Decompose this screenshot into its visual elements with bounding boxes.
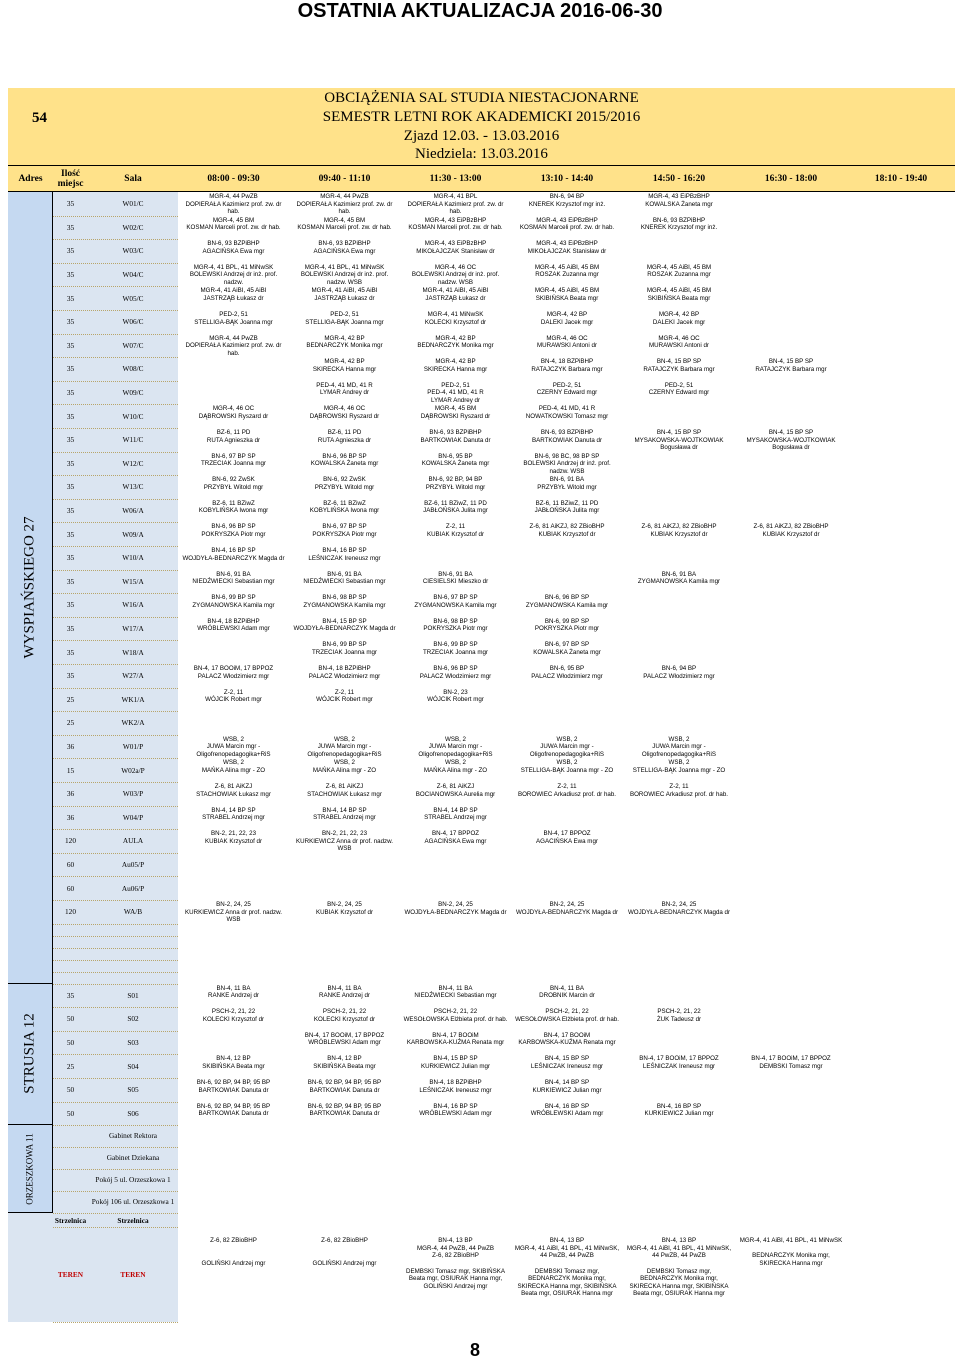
- class-entry[interactable]: BN-2, 21, 22, 23 KUBIAK Krzysztof dr: [204, 830, 263, 845]
- class-entry[interactable]: WSB, 2 JUWA Marcin mgr - Oligofrenopedagogika+RiS: [418, 735, 493, 758]
- class-entry[interactable]: MGR-4, 42 BP BEDNARCZYK Monika mgr: [306, 334, 383, 350]
- class-entry[interactable]: BN-6, 93 BZPiBHP AGACIŃSKA Ewa mgr: [313, 240, 376, 255]
- class-entry[interactable]: PED-2, 51 STELLIGA-BĄK Joanna mgr: [305, 311, 384, 326]
- room-name: [88, 924, 178, 936]
- room-name: W13/C: [122, 482, 144, 492]
- class-entry[interactable]: BN-6, 93 BZPiBHP BARTKOWIAK Danuta dr: [420, 429, 491, 444]
- room-capacity: 36: [66, 789, 75, 799]
- class-entry[interactable]: BN-2, 24, 25 WOJDYŁA-BEDNARCZYK Magda dr: [627, 901, 731, 916]
- class-entry[interactable]: BN-4, 17 BPPOŻ AGACIŃSKA Ewa mgr: [536, 830, 598, 845]
- room-capacity: [53, 924, 88, 936]
- room-capacity: 15: [66, 765, 75, 775]
- class-entry[interactable]: MGR-4, 46 OC DĄBROWSKI Ryszard dr: [198, 405, 269, 420]
- room-name: S05: [127, 1085, 139, 1095]
- column-header: 16:30 - 18:00: [735, 165, 847, 192]
- column-header: 13:10 - 14:40: [511, 165, 623, 192]
- class-entry[interactable]: BN-2, 24, 25 KURKIEWICZ Anna dr prof. nadzw. WSB: [185, 901, 282, 924]
- header-block: [8, 88, 955, 165]
- class-entry[interactable]: BN-4, 16 BP SP LEŚNICZAK Ireneusz mgr: [308, 547, 381, 562]
- class-entry[interactable]: Z-2, 11 WÓJCIK Robert mgr: [316, 688, 373, 704]
- class-entry[interactable]: MGR-4, 42 BP BEDNARCZYK Monika mgr: [417, 334, 494, 350]
- class-entry[interactable]: BN-6, 97 BP SP POKRYSZKA Piotr mgr: [312, 523, 377, 538]
- class-entry[interactable]: MGR-4, 45 BM KOSMAN Marceli prof. zw. dr hab.: [297, 216, 392, 232]
- class-entry[interactable]: Z-2, 11 BOROWIEC Arkadiusz prof. dr hab.: [629, 783, 728, 798]
- class-entry[interactable]: BN-4, 17 BOOiM KARBOWSKA-KUŹMA Renata mgr: [406, 1031, 505, 1047]
- column-header: 18:10 - 19:40: [847, 165, 955, 192]
- room-name: [88, 936, 178, 948]
- room-name: W06/A: [122, 506, 144, 516]
- class-entry[interactable]: MGR-4, 46 OC DĄBROWSKI Ryszard dr: [309, 405, 380, 420]
- class-entry[interactable]: MGR-4, 43 EiPBzBHP KOSMAN Marceli prof. zw. dr hab.: [519, 216, 615, 232]
- class-entry[interactable]: MGR-4, 46 OC BOLEWSKI Andrzej dr inż. prof. nadzw. WSB: [411, 263, 500, 286]
- class-entry[interactable]: BN-6, 92 ZwSK PRZYBYŁ Witold mgr: [203, 476, 264, 491]
- class-entry[interactable]: MGR-4, 42 BP DALEKI Jacek mgr: [540, 311, 594, 326]
- class-entry[interactable]: BN-4, 17 BPPOŻ AGACIŃSKA Ewa mgr: [424, 830, 487, 845]
- class-entry[interactable]: WSB, 2 MAŃKA Alina mgr - ZO: [312, 759, 377, 774]
- class-entry[interactable]: BN-4, 15 BP SP RATAJCZYK Barbara mgr: [755, 358, 827, 373]
- room-capacity: 35: [66, 553, 75, 563]
- class-entry[interactable]: BN-4, 15 BP SP MYSAKOWSKA-WOJTKOWIAK Bogusława dr: [634, 429, 724, 452]
- room-capacity: 35: [66, 458, 75, 468]
- title-line-2: SEMESTR LETNI ROK AKADEMICKI 2015/2016: [322, 109, 641, 125]
- sheet-number: 54: [32, 110, 47, 126]
- room-name: Pokój 5 ul. Orzeszkowa 1: [95, 1175, 171, 1185]
- class-entry[interactable]: BN-4, 11 BA NIEDŹWIECKI Sebastian mgr: [414, 984, 497, 1000]
- room-name: [88, 960, 178, 972]
- room-capacity: 35: [66, 600, 75, 610]
- class-entry[interactable]: PSCH-2, 21, 22 KOLECKI Krzysztof dr: [202, 1008, 265, 1023]
- room-name: AULA: [122, 836, 144, 846]
- class-entry[interactable]: MGR-4, 42 BP SKIRECKA Hanna mgr: [312, 358, 377, 373]
- room-capacity: 35: [66, 624, 75, 634]
- class-entry[interactable]: MGR-4, 43 EiPBzBHP MIKOŁAJCZAK Stanisław dr: [416, 240, 495, 255]
- room-name: Gabinet Dziekana: [106, 1153, 160, 1163]
- column-header: Sala: [88, 165, 178, 192]
- class-entry[interactable]: BN-4, 14 BP SP STRABEL Andrzej mgr: [202, 806, 265, 822]
- room-name: W09/C: [122, 388, 144, 398]
- class-entry[interactable]: BN-6, 93 BZPiBHP BARTKOWIAK Danuta dr: [531, 429, 603, 444]
- class-entry[interactable]: BN-6, 91 BA PRZYBYŁ Witold mgr: [537, 476, 597, 491]
- class-entry[interactable]: BZ-6, 11 BZiwŻ, 11 PD JABŁOŃSKA Julita mgr: [534, 499, 600, 515]
- title-line-1: OBCIĄŻENIA SAL STUDIA NIESTACJONARNE: [324, 90, 639, 106]
- room-capacity: 35: [66, 222, 75, 232]
- class-entry[interactable]: Z-6, 81 AiKZJ STACHOWIAK Łukasz mgr: [196, 783, 271, 798]
- column-header: 08:00 - 09:30: [178, 165, 289, 192]
- class-entry[interactable]: BN-6, 96 BP SP POKRYSZKA Piotr mgr: [201, 523, 266, 538]
- room-name: W02/C: [122, 222, 144, 232]
- room-name: W03/P: [122, 789, 144, 799]
- class-entry[interactable]: BN-2, 21, 22, 23 KURKIEWICZ Anna dr prof. nadzw. WSB: [296, 830, 393, 853]
- room-name: W18/A: [122, 647, 144, 657]
- class-entry[interactable]: PED-4, 41 MD, 41 R LYMAR Andrey dr: [316, 381, 373, 397]
- room-capacity: [53, 936, 88, 948]
- class-entry[interactable]: BN-4, 18 BZPiBHP PALACZ Włodzimierz mgr: [308, 665, 381, 680]
- class-entry[interactable]: BN-2, 24, 25 WOJDYŁA-BEDNARCZYK Magda dr: [515, 901, 619, 916]
- class-entry[interactable]: BN-6, 95 BP PALACZ Włodzimierz mgr: [531, 665, 603, 680]
- class-entry[interactable]: WSB, 2 JUWA Marcin mgr - Oligofrenopedagogika+RiS: [529, 735, 605, 758]
- room-name: [88, 948, 178, 960]
- room-capacity: 35: [66, 990, 75, 1000]
- class-entry[interactable]: BN-6, 92 BP, 94 BP PRZYBYŁ Witold mgr: [425, 476, 486, 491]
- class-entry[interactable]: BN-6, 92 BP, 94 BP, 95 BP BARTKOWIAK Danuta dr: [307, 1079, 382, 1094]
- class-entry[interactable]: Z-2, 11 BOROWIEC Arkadiusz prof. dr hab.: [517, 783, 616, 798]
- room-name: S02: [127, 1014, 139, 1024]
- room-capacity: 35: [66, 411, 75, 421]
- class-entry[interactable]: BN-4, 18 BZPiBHP RATAJCZYK Barbara mgr: [531, 358, 603, 373]
- class-entry[interactable]: MGR-4, 44 PwZB DOPIERAŁA Kazimierz prof. zw. dr hab.: [185, 193, 282, 216]
- class-entry[interactable]: BZ-6, 11 PD RUTA Agnieszka dr: [206, 429, 261, 444]
- class-entry[interactable]: Z-6, 81 AiKZJ, 82 ZBioBHP KUBIAK Krzysztof dr: [641, 523, 717, 538]
- room-name: W27/A: [122, 671, 144, 681]
- room-capacity: 35: [66, 671, 75, 681]
- room-name: W11/C: [122, 435, 144, 445]
- class-entry[interactable]: BN-4, 14 BP SP STRABEL Andrzej mgr: [424, 806, 487, 822]
- class-entry[interactable]: BN-6, 91 BA ZYGMANOWSKA Kamila mgr: [637, 570, 721, 586]
- field-class-entry[interactable]: BN-4, 13 BP MGR-4, 41 AiBI, 41 BPL, 41 MiNwSK, 44 PwZB, 44 PwZB DEMBSKI Tomasz mgr, BEDNARCZYK Monika mgr, SKIRECKA Hanna mgr, SKIBIŃSKA Beata mgr, OSIURAK Hanna mgr: [514, 1237, 620, 1298]
- room-capacity: 35: [66, 647, 75, 657]
- room-name: S03: [127, 1038, 139, 1048]
- class-entry[interactable]: BN-4, 16 BP SP WRÓBLEWSKI Adam mgr: [530, 1102, 604, 1118]
- room-name: WK1/A: [121, 694, 145, 704]
- class-entry[interactable]: MGR-4, 41 BPL, 41 MiNwSK BOLEWSKI Andrzej dr inż. prof. nadzw. WSB: [300, 263, 389, 286]
- room-capacity: 35: [66, 340, 75, 350]
- field-class-entry[interactable]: BN-4, 13 BP MGR-4, 41 AiBI, 41 BPL, 41 MiNwSK, 44 PwZB, 44 PwZB DEMBSKI Tomasz mgr, BEDNARCZYK Monika mgr, SKIRECKA Hanna mgr, SKIBIŃSKA Beata mgr, OSIURAK Hanna mgr: [626, 1237, 732, 1298]
- room-capacity: 35: [66, 576, 75, 586]
- room-name: W04/C: [122, 270, 144, 280]
- class-entry[interactable]: BN-6, 94 BP KNEREK Krzysztof mgr inż.: [528, 193, 606, 208]
- class-entry[interactable]: BN-6, 91 BA NIEDŹWIECKI Sebastian mgr: [303, 570, 386, 586]
- column-header: Ilość miejsc: [53, 165, 88, 192]
- class-entry[interactable]: PSCH-2, 21, 22 WESOŁOWSKA Elżbieta prof. dr hab.: [515, 1008, 619, 1023]
- class-entry[interactable]: BN-6, 97 BP SP TRZECIAK Joanna mgr: [201, 452, 266, 468]
- room-name: W07/C: [122, 340, 144, 350]
- class-entry[interactable]: BN-4, 17 BOOiM KARBOWSKA-KUŹMA Renata mgr: [518, 1031, 616, 1047]
- field-class-entry[interactable]: BN-4, 13 BP MGR-4, 44 PwZB, 44 PwZB Z-6, 82 ZBioBHP DEMBSKI Tomasz mgr, SKIBIŃSKA Beata mgr, OSIURAK Hanna mgr, GOLIŃSKI Andrzej mgr: [406, 1237, 505, 1290]
- title-line-3: Zjazd 12.03. - 13.03.2016: [403, 128, 560, 144]
- class-entry[interactable]: BN-4, 17 BOOiM, 17 BPPOŻ LEŚNICZAK Ireneusz mgr: [639, 1055, 719, 1070]
- room-name: W01/P: [122, 742, 144, 752]
- room-name: WK2/A: [121, 718, 145, 728]
- class-entry[interactable]: MGR-4, 41 AiBI, 45 AiBI JASTRZĄB Łukasz dr: [422, 287, 489, 302]
- class-entry[interactable]: BN-4, 18 BZPiBHP WRÓBLEWSKI Adam mgr: [197, 617, 270, 633]
- column-header: 11:30 - 13:00: [400, 165, 511, 192]
- class-entry[interactable]: BN-4, 14 BP SP KURKIEWICZ Julian mgr: [532, 1079, 602, 1094]
- class-entry[interactable]: BN-6, 97 BP SP KOWALSKA Żaneta mgr: [533, 641, 601, 656]
- room-capacity: 35: [66, 364, 75, 374]
- room-name: W05/C: [122, 293, 144, 303]
- room-name: W15/A: [122, 576, 144, 586]
- building-label: [8, 984, 53, 1126]
- class-entry[interactable]: BN-4, 16 BP SP KURKIEWICZ Julian mgr: [644, 1102, 714, 1118]
- class-entry[interactable]: Z-6, 81 AiKZJ BOCIANOWSKA Aurelia mgr: [415, 783, 496, 798]
- room-name: W10/C: [122, 411, 144, 421]
- room-capacity: 50: [66, 1038, 75, 1048]
- class-entry[interactable]: BN-4, 17 BOOiM, 17 BPPOŻ WRÓBLEWSKI Adam mgr: [304, 1031, 385, 1047]
- class-entry[interactable]: BN-4, 12 BP SKIBIŃSKA Beata mgr: [313, 1055, 376, 1070]
- room-capacity: 35: [66, 246, 75, 256]
- class-entry[interactable]: BN-6, 94 BP PALACZ Włodzimierz mgr: [643, 665, 715, 680]
- room-capacity: 35: [66, 482, 75, 492]
- class-entry[interactable]: Z-6, 81 AiKZJ, 82 ZBioBHP KUBIAK Krzysztof dr: [753, 523, 829, 538]
- class-entry[interactable]: BN-4, 14 BP SP STRABEL Andrzej mgr: [313, 806, 376, 822]
- class-entry[interactable]: BN-2, 24, 25 WOJDYŁA-BEDNARCZYK Magda dr: [404, 901, 507, 916]
- class-entry[interactable]: MGR-4, 44 PwZB DOPIERAŁA Kazimierz prof. zw. dr hab.: [296, 193, 393, 216]
- room-name: Strzelnica: [117, 1215, 149, 1225]
- class-entry[interactable]: BN-6, 97 BP SP ZYGMANOWSKA Kamila mgr: [414, 594, 497, 609]
- class-entry[interactable]: WSB, 2 JUWA Marcin mgr - Oligofrenopedagogika+RiS: [641, 735, 717, 758]
- class-entry[interactable]: BN-4, 11 BA DROBNIK Marcin dr: [539, 984, 595, 1000]
- class-entry[interactable]: BZ-6, 11 BZiwŻ, 11 PD JABŁOŃSKA Julita mgr: [423, 499, 488, 515]
- class-entry[interactable]: BN-6, 92 ZwSK PRZYBYŁ Witold mgr: [314, 476, 375, 491]
- room-capacity: [53, 1147, 88, 1169]
- room-capacity: [53, 1169, 88, 1191]
- update-banner: OSTATNIA AKTUALIZACJA 2016-06-30: [297, 0, 663, 22]
- room-name: Au05/P: [121, 860, 145, 870]
- room-capacity: 50: [66, 1108, 75, 1118]
- class-entry[interactable]: BN-2, 24, 25 KUBIAK Krzysztof dr: [315, 901, 374, 916]
- class-entry[interactable]: BN-4, 15 BP SP KURKIEWICZ Julian mgr: [420, 1055, 491, 1070]
- class-entry[interactable]: PSCH-2, 21, 22 WESOŁOWSKA Elżbieta prof. dr hab.: [403, 1008, 508, 1023]
- room-capacity: 25: [66, 694, 75, 704]
- class-entry[interactable]: MGR-4, 41 AiBI, 45 AiBI JASTRZĄB Łukasz dr: [311, 287, 378, 302]
- room-capacity: [53, 972, 88, 984]
- class-entry[interactable]: WSB, 2 MAŃKA Alina mgr - ZO: [201, 759, 266, 774]
- class-entry[interactable]: BN-6, 99 BP SP TRZECIAK Joanna mgr: [423, 641, 488, 656]
- class-entry[interactable]: BN-4, 15 BP SP LEŚNICZAK Ireneusz mgr: [530, 1055, 604, 1070]
- class-entry[interactable]: MGR-4, 41 BPL, 41 MiNwSK BOLEWSKI Andrzej dr inż. prof. nadzw.: [189, 263, 278, 286]
- class-entry[interactable]: MGR-4, 42 BP DALEKI Jacek mgr: [652, 311, 706, 326]
- class-entry[interactable]: MGR-4, 41 AiBI, 45 AiBI JASTRZĄB Łukasz dr: [200, 287, 267, 302]
- class-entry[interactable]: BN-6, 93 BZPiBHP KNEREK Krzysztof mgr inż.: [640, 216, 718, 232]
- class-entry[interactable]: PSCH-2, 21, 22 KOLECKI Krzysztof dr: [313, 1008, 376, 1023]
- room-name: WA/B: [123, 907, 143, 917]
- room-capacity: 25: [66, 718, 75, 728]
- class-entry[interactable]: BN-6, 99 BP SP TRZECIAK Joanna mgr: [312, 641, 377, 656]
- class-entry[interactable]: BN-4, 16 BP SP WRÓBLEWSKI Adam mgr: [419, 1102, 492, 1118]
- room-name: W16/A: [122, 600, 144, 610]
- class-entry[interactable]: BN-4, 15 BP SP MYSAKOWSKA-WOJTKOWIAK Bogusława dr: [746, 429, 836, 452]
- room-name: W08/C: [122, 364, 144, 374]
- class-entry[interactable]: MGR-4, 43 EiPBzBHP MIKOŁAJCZAK Stanisław dr: [527, 240, 607, 255]
- class-entry[interactable]: MGR-4, 45 AiBI, 45 BM SKIBIŃSKA Beata mgr: [646, 287, 712, 302]
- column-header: 09:40 - 11:10: [289, 165, 400, 192]
- class-entry[interactable]: BN-4, 18 BZPiBHP LEŚNICZAK Ireneusz mgr: [419, 1079, 492, 1094]
- room-name: W01/C: [122, 199, 144, 209]
- room-capacity: 35: [66, 506, 75, 516]
- class-entry[interactable]: BN-6, 91 BA NIEDŹWIECKI Sebastian mgr: [192, 570, 275, 586]
- class-entry[interactable]: WSB, 2 STELLIGA-BĄK Joanna mgr - ZO: [520, 759, 614, 774]
- class-entry[interactable]: WSB, 2 JUWA Marcin mgr - Oligofrenopedagogika+RiS: [307, 735, 382, 758]
- room-capacity: 35: [66, 199, 75, 209]
- class-entry[interactable]: BN-6, 98 BC, 98 BP SP BOLEWSKI Andrzej dr inż. prof. nadzw. WSB: [523, 452, 611, 475]
- class-entry[interactable]: PED-2, 51 CZERNY Edward mgr: [536, 381, 598, 397]
- room-name: S06: [127, 1108, 139, 1118]
- class-entry[interactable]: MGR-4, 44 PwZB DOPIERAŁA Kazimierz prof. zw. dr hab.: [185, 334, 282, 357]
- room-name: W02a/P: [121, 765, 145, 775]
- room-capacity: 35: [66, 293, 75, 303]
- class-entry[interactable]: BN-6, 99 BP SP ZYGMANOWSKA Kamila mgr: [192, 594, 275, 609]
- class-entry[interactable]: PED-2, 51 CZERNY Edward mgr: [648, 381, 710, 397]
- class-entry[interactable]: WSB, 2 STELLIGA-BĄK Joanna mgr - ZO: [632, 759, 726, 774]
- class-entry[interactable]: MGR-4, 45 BM KOSMAN Marceli prof. zw. dr hab.: [186, 216, 281, 232]
- class-entry[interactable]: BN-6, 99 BP SP POKRYSZKA Piotr mgr: [534, 617, 600, 633]
- class-entry[interactable]: MGR-4, 45 AiBI, 45 BM SKIBIŃSKA Beata mgr: [534, 287, 600, 302]
- room-capacity: 50: [66, 1085, 75, 1095]
- room-capacity: [53, 1125, 88, 1147]
- field-class-entry[interactable]: MGR-4, 41 AiBI, 41 BPL, 41 MiNwSK BEDNARCZYK Monika mgr, SKIRECKA Hanna mgr: [739, 1237, 843, 1267]
- room-capacity: 35: [66, 317, 75, 327]
- class-entry[interactable]: BZ-6, 11 PD RUTA Agnieszka dr: [317, 429, 372, 444]
- room-capacity: 36: [66, 742, 75, 752]
- room-capacity: 36: [66, 812, 75, 822]
- column-header: 14:50 - 16:20: [623, 165, 735, 192]
- class-entry[interactable]: BN-4, 15 BP SP WOJDYŁA-BEDNARCZYK Magda dr: [293, 617, 396, 633]
- class-entry[interactable]: WSB, 2 MAŃKA Alina mgr - ZO: [423, 759, 488, 774]
- room-capacity: [53, 1191, 88, 1213]
- class-entry[interactable]: BN-6, 91 BA CIESIELSKI Mieszko dr: [422, 570, 489, 586]
- class-entry[interactable]: BN-6, 92 BP, 94 BP, 95 BP BARTKOWIAK Danuta dr: [307, 1102, 382, 1118]
- room-capacity: 35: [66, 435, 75, 445]
- room-capacity: TEREN: [57, 1270, 84, 1280]
- class-entry[interactable]: BN-4, 17 BOOiM, 17 BPPOŻ DEMBSKI Tomasz mgr: [751, 1055, 831, 1070]
- class-entry[interactable]: BN-6, 95 BP KOWALSKA Żaneta mgr: [421, 452, 490, 468]
- room-name: W04/P: [122, 812, 144, 822]
- class-entry[interactable]: MGR-4, 43 EiPBzBHP KOWALSKA Żaneta mgr: [645, 193, 713, 208]
- field-class-entry[interactable]: Z-6, 82 ZBioBHP GOLIŃSKI Andrzej mgr: [312, 1237, 377, 1267]
- class-entry[interactable]: MGR-4, 42 BP SKIRECKA Hanna mgr: [423, 358, 488, 373]
- class-entry[interactable]: BZ-6, 11 BZiwŻ KOBYLIŃSKA Iwona mgr: [198, 499, 269, 515]
- room-capacity: 25: [66, 1061, 75, 1071]
- room-capacity: 35: [66, 529, 75, 539]
- room-capacity: 35: [66, 270, 75, 280]
- class-entry[interactable]: BN-4, 17 BOOiM, 17 BPPOŻ PALACZ Włodzimierz mgr: [193, 665, 274, 680]
- building-label: [8, 1125, 53, 1213]
- class-entry[interactable]: MGR-4, 45 BM DĄBROWSKI Ryszard dr: [420, 405, 491, 420]
- building-name: STRUSIA 12: [21, 1013, 38, 1095]
- room-name: W03/C: [122, 246, 144, 256]
- class-entry[interactable]: MGR-4, 45 AiBI, 45 BM ROSZAK Zuzanna mgr: [646, 263, 712, 279]
- row-separator: [53, 1322, 178, 1323]
- class-entry[interactable]: BN-4, 16 BP SP WOJDYŁA-BEDNARCZYK Magda dr: [182, 547, 285, 562]
- room-name: S01: [127, 990, 139, 1000]
- class-entry[interactable]: BN-2, 23 WÓJCIK Robert mgr: [427, 688, 484, 704]
- room-capacity: Strzelnica: [54, 1215, 87, 1225]
- room-capacity: 60: [66, 860, 75, 870]
- class-entry[interactable]: BN-4, 12 BP SKIBIŃSKA Beata mgr: [202, 1055, 265, 1070]
- room-capacity: 35: [66, 388, 75, 398]
- class-entry[interactable]: MGR-4, 46 OC MURAWSKI Antoni dr: [649, 334, 709, 350]
- class-entry[interactable]: BN-6, 93 BZPiBHP AGACIŃSKA Ewa mgr: [202, 240, 265, 255]
- page-number: 8: [470, 1340, 481, 1360]
- class-entry[interactable]: BN-6, 92 BP, 94 BP, 95 BP BARTKOWIAK Danuta dr: [196, 1102, 271, 1118]
- class-entry[interactable]: PSCH-2, 21, 22 ŻUK Tadeusz dr: [656, 1008, 702, 1023]
- class-entry[interactable]: MGR-4, 43 EiPBzBHP KOSMAN Marceli prof. zw. dr hab.: [408, 216, 503, 232]
- schedule-sheet: [8, 88, 955, 1298]
- class-entry[interactable]: Z-2, 11 WÓJCIK Robert mgr: [205, 688, 262, 704]
- building-label: [8, 192, 53, 984]
- room-name: Au06/P: [121, 883, 145, 893]
- class-entry[interactable]: BN-4, 11 BA RANKE Andrzej dr: [208, 984, 259, 1000]
- building-name: ORZESZKOWA 11: [25, 1132, 36, 1205]
- field-class-entry[interactable]: Z-6, 82 ZBioBHP GOLIŃSKI Andrzej mgr: [201, 1237, 266, 1267]
- room-name: W10/A: [122, 553, 144, 563]
- class-entry[interactable]: BN-6, 98 BP SP POKRYSZKA Piotr mgr: [423, 617, 488, 633]
- room-name: W17/A: [122, 624, 144, 634]
- room-capacity: 120: [65, 836, 76, 846]
- room-capacity: 120: [65, 907, 76, 917]
- column-header: Adres: [8, 165, 53, 192]
- class-entry[interactable]: BN-6, 98 BP SP ZYGMANOWSKA Kamila mgr: [303, 594, 386, 609]
- room-name: S04: [127, 1061, 139, 1071]
- room-capacity: 50: [66, 1014, 75, 1024]
- class-entry[interactable]: BN-4, 15 BP SP RATAJCZYK Barbara mgr: [643, 358, 715, 373]
- room-capacity: [53, 948, 88, 960]
- class-entry[interactable]: BN-4, 11 BA RANKE Andrzej dr: [319, 984, 370, 1000]
- room-name: [88, 972, 178, 984]
- class-entry[interactable]: Z-2, 11 KUBIAK Krzysztof dr: [426, 523, 485, 538]
- building-name: WYSPIAŃSKIEGO 27: [21, 516, 38, 659]
- class-entry[interactable]: BN-6, 96 BP SP ZYGMANOWSKA Kamila mgr: [525, 594, 609, 609]
- room-name: W12/C: [122, 458, 144, 468]
- class-entry[interactable]: PED-4, 41 MD, 41 R NOWATKOWSKI Tomasz mgr: [525, 405, 609, 420]
- class-entry[interactable]: BN-6, 96 BP SP KOWALSKA Żaneta mgr: [310, 452, 379, 468]
- class-entry[interactable]: Z-6, 81 AiKZJ STACHOWIAK Łukasz mgr: [307, 783, 382, 798]
- room-name: TEREN: [120, 1270, 146, 1280]
- room-name: Pokój 106 ul. Orzeszkowa 1: [91, 1197, 175, 1207]
- room-name: W06/C: [122, 317, 144, 327]
- class-entry[interactable]: MGR-4, 41 MiNwSK KOLECKI Krzysztof dr: [424, 311, 487, 326]
- room-capacity: 60: [66, 883, 75, 893]
- class-entry[interactable]: BN-6, 96 BP SP PALACZ Włodzimierz mgr: [419, 665, 492, 680]
- class-entry[interactable]: BZ-6, 11 BZiwŻ KOBYLIŃSKA Iwona mgr: [309, 499, 380, 515]
- room-name: Gabinet Rektora: [108, 1131, 158, 1141]
- class-entry[interactable]: MGR-4, 41 BPL DOPIERAŁA Kazimierz prof. zw. dr hab.: [407, 193, 504, 216]
- class-entry[interactable]: BN-6, 92 BP, 94 BP, 95 BP BARTKOWIAK Danuta dr: [196, 1079, 271, 1094]
- class-entry[interactable]: WSB, 2 JUWA Marcin mgr - Oligofrenopedagogika+RiS: [196, 735, 271, 758]
- room-capacity: [53, 960, 88, 972]
- class-entry[interactable]: PED-2, 51 STELLIGA-BĄK Joanna mgr: [194, 311, 273, 326]
- room-name: W09/A: [122, 529, 144, 539]
- title-line-4: Niedziela: 13.03.2016: [415, 146, 548, 162]
- class-entry[interactable]: Z-6, 81 AiKZJ, 82 ZBioBHP KUBIAK Krzysztof dr: [529, 523, 605, 538]
- class-entry[interactable]: PED-2, 51 PED-4, 41 MD, 41 R LYMAR Andrey dr: [427, 381, 484, 404]
- class-entry[interactable]: MGR-4, 46 OC MURAWSKI Antoni dr: [537, 334, 597, 350]
- class-entry[interactable]: MGR-4, 45 AiBI, 45 BM ROSZAK Zuzanna mgr: [534, 263, 600, 279]
